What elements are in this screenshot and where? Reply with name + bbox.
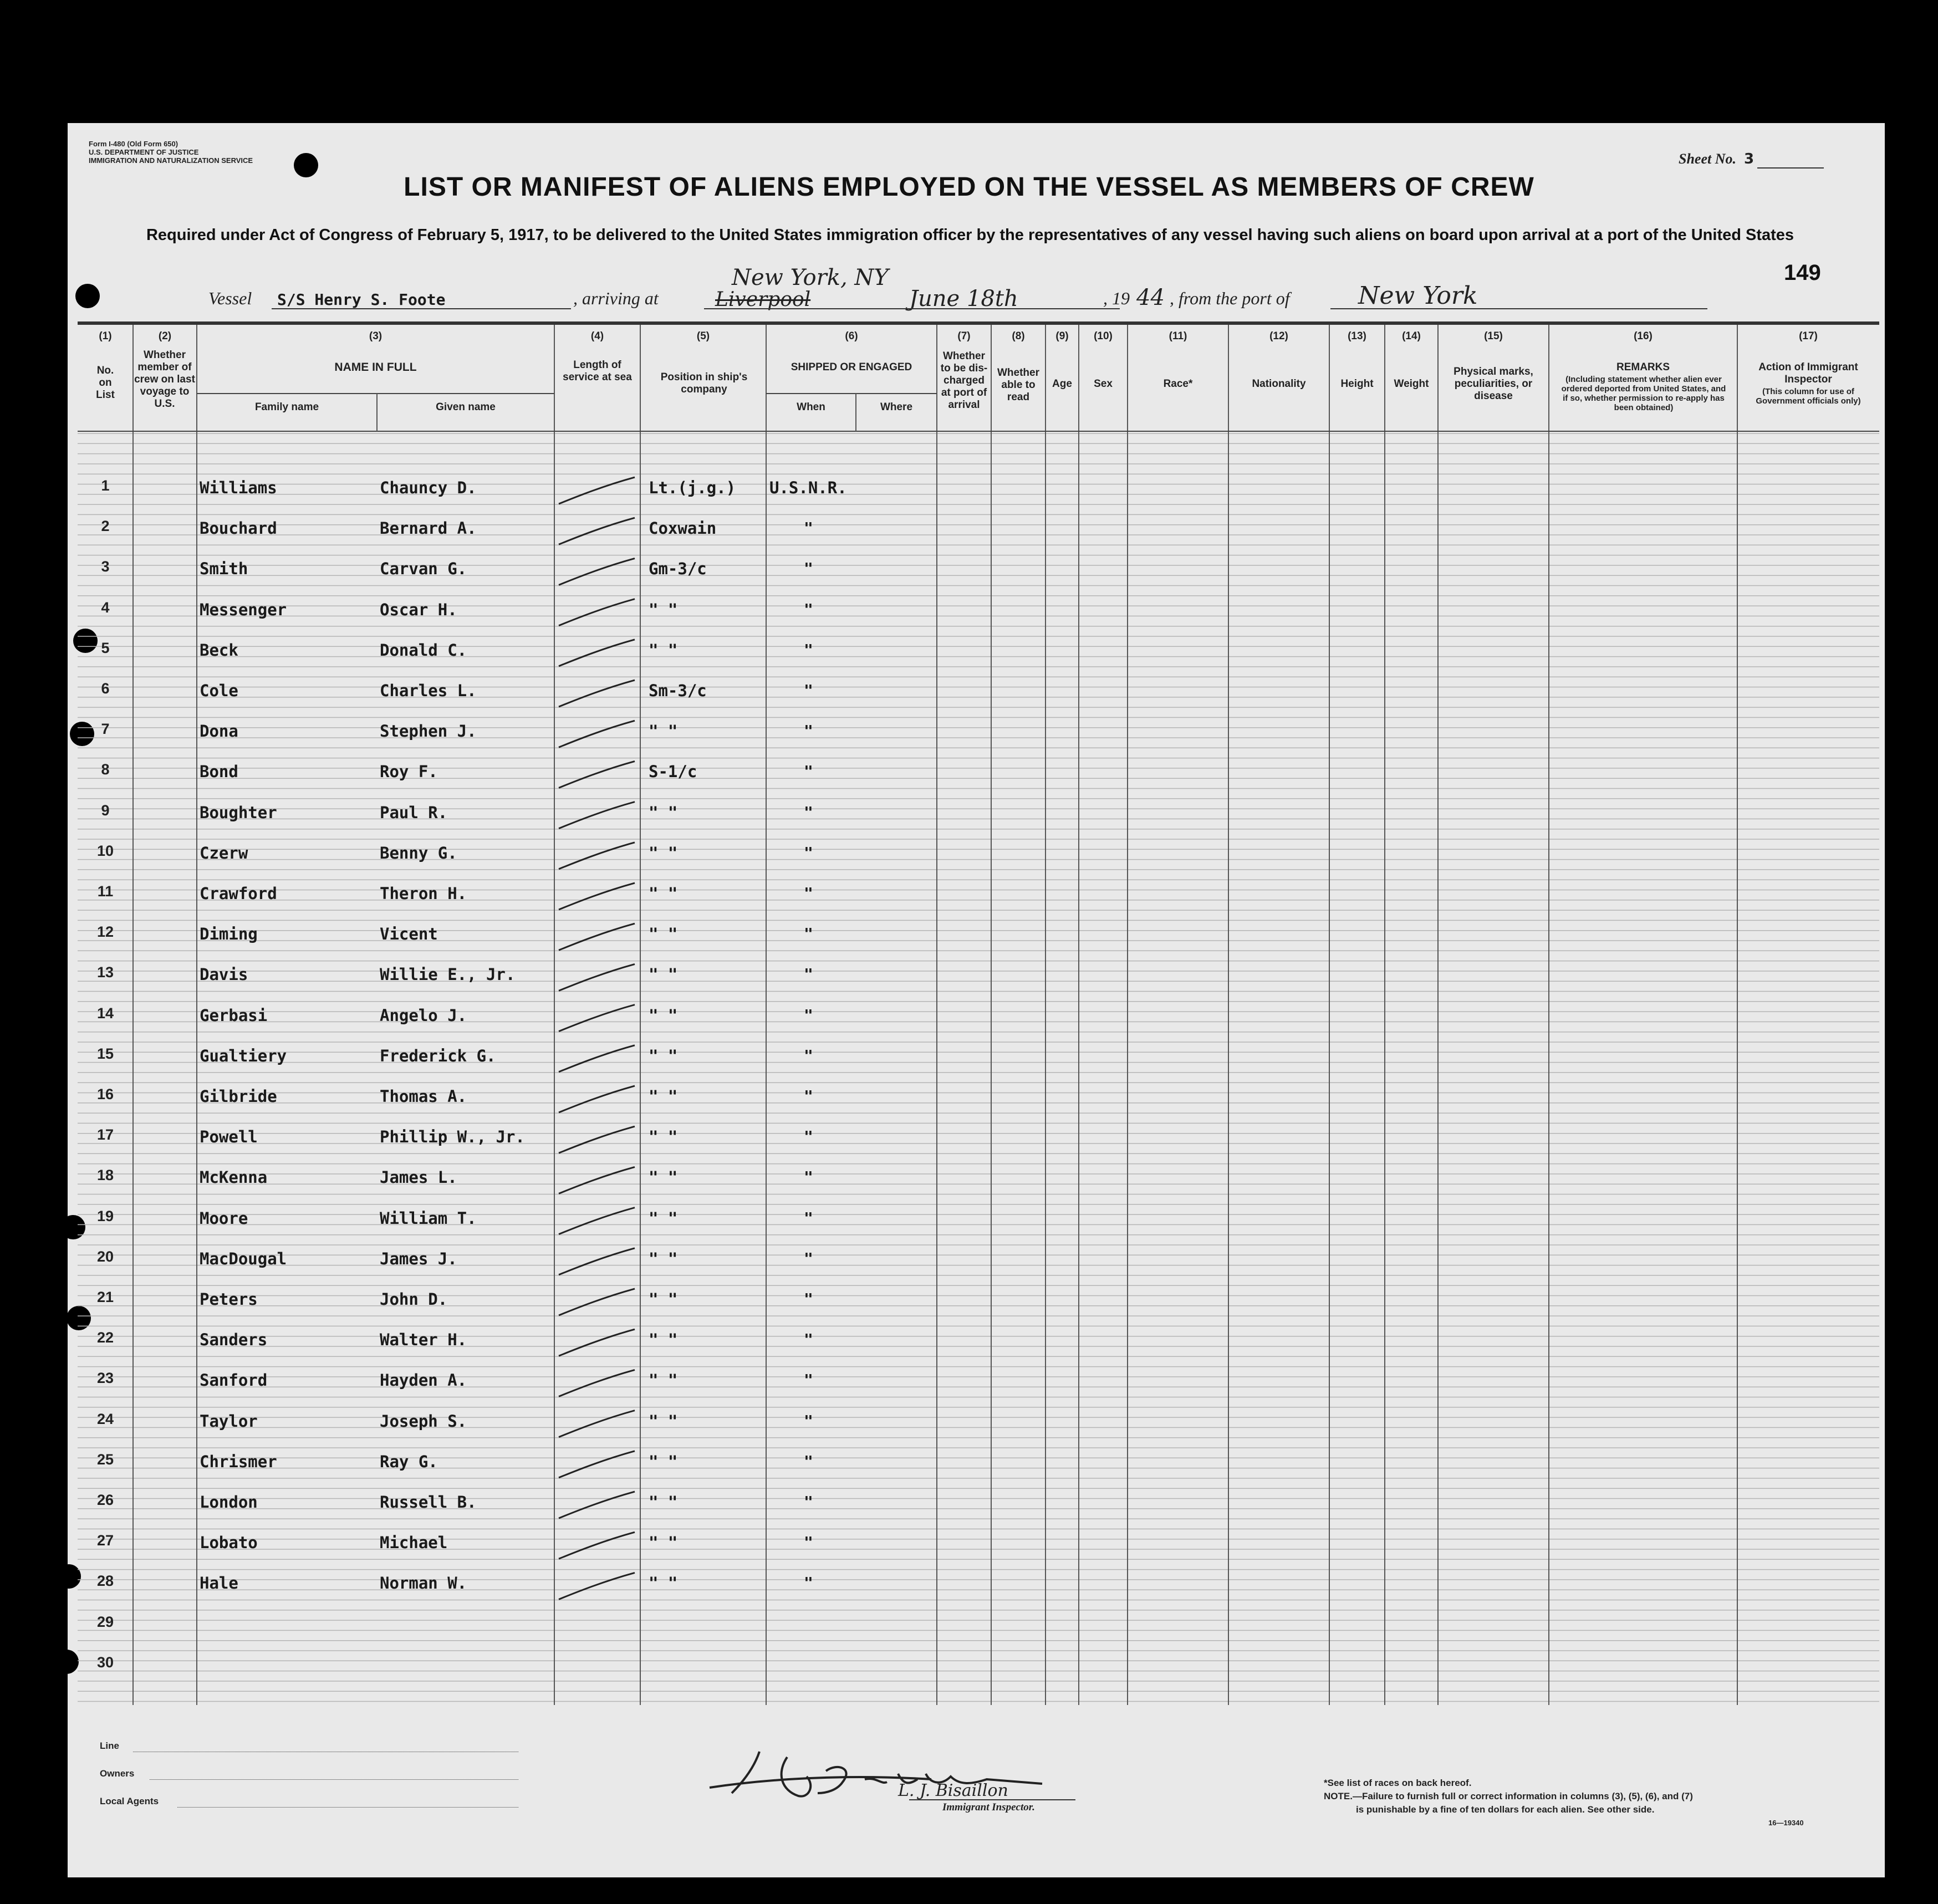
given-name-cell: Russell B. xyxy=(380,1493,477,1512)
row-number: 16 xyxy=(96,1086,114,1102)
family-name-cell: Beck xyxy=(200,640,238,660)
given-name-cell: Norman W. xyxy=(380,1574,467,1593)
position-cell: " " xyxy=(649,1005,678,1025)
shipped-when-cell: " xyxy=(804,681,813,700)
position-cell: " " xyxy=(649,1411,678,1431)
service-check-mark xyxy=(559,558,635,585)
position-cell: S-1/c xyxy=(649,762,697,782)
col-num-16: (16) xyxy=(1634,330,1653,342)
row-number: 20 xyxy=(96,1248,114,1265)
shipped-when-cell: " xyxy=(804,925,813,943)
col-num-2: (2) xyxy=(158,330,172,342)
col-num-5: (5) xyxy=(696,330,710,342)
shipped-when-cell: " xyxy=(804,559,813,578)
col-num-9: (9) xyxy=(1055,330,1069,342)
service-check-mark xyxy=(559,477,635,504)
header-able-read: Whether able to read xyxy=(997,367,1039,403)
family-name-cell: London xyxy=(200,1493,258,1512)
position-cell: " " xyxy=(649,1208,678,1228)
row-number: 18 xyxy=(96,1167,114,1184)
row-number: 6 xyxy=(101,680,110,697)
given-name-cell: Paul R. xyxy=(380,803,448,822)
header-where: Where xyxy=(880,401,913,413)
family-name-cell: Boughter xyxy=(200,803,277,822)
family-name-cell: Hale xyxy=(200,1574,238,1593)
position-cell: " " xyxy=(649,1493,678,1512)
header-action: Action of Immigrant Inspector xyxy=(1758,361,1858,385)
row-number: 7 xyxy=(101,721,110,738)
position-cell: " " xyxy=(649,1046,678,1065)
row-number: 27 xyxy=(96,1532,114,1549)
from-port: New York xyxy=(1358,282,1478,310)
family-name-cell: Chrismer xyxy=(200,1452,277,1471)
given-name-cell: Bernard A. xyxy=(380,519,477,538)
row-number: 12 xyxy=(96,923,114,941)
from-label: , from the port of xyxy=(1170,288,1290,308)
arriving-port-struck: Liverpool xyxy=(715,288,811,311)
service-check-mark xyxy=(559,964,635,991)
service-check-mark xyxy=(559,1086,635,1112)
col-num-6: (6) xyxy=(845,330,858,342)
header-nationality: Nationality xyxy=(1252,378,1306,390)
col-num-1: (1) xyxy=(99,330,112,342)
shipped-when-cell: " xyxy=(804,965,813,984)
given-name-cell: Chauncy D. xyxy=(380,478,477,497)
given-name-cell: Michael xyxy=(380,1533,448,1553)
header-race: Race* xyxy=(1163,378,1193,390)
header-given-name: Given name xyxy=(436,401,496,413)
given-name-cell: William T. xyxy=(380,1208,477,1228)
given-name-cell: Walter H. xyxy=(380,1330,467,1350)
arriving-port: New York, NY xyxy=(732,265,889,290)
position-cell: " " xyxy=(649,1533,678,1553)
service-check-mark xyxy=(559,1492,635,1518)
header-shipped-engaged: SHIPPED OR ENGAGED xyxy=(790,361,912,373)
given-name-cell: John D. xyxy=(380,1290,448,1309)
family-name-cell: MacDougal xyxy=(200,1249,287,1268)
service-check-mark xyxy=(559,640,635,666)
family-name-cell: Bouchard xyxy=(200,519,277,538)
row-number: 11 xyxy=(97,883,114,900)
given-name-cell: Willie E., Jr. xyxy=(380,965,516,984)
vessel-label: Vessel xyxy=(208,288,252,308)
family-name-cell: Gerbasi xyxy=(200,1005,268,1025)
row-number: 17 xyxy=(96,1126,114,1144)
family-name-cell: Gilbride xyxy=(200,1087,277,1106)
shipped-when-cell: " xyxy=(804,1290,813,1308)
position-cell: Lt.(j.g.) xyxy=(649,478,736,497)
header-name-in-full: NAME IN FULL xyxy=(334,361,417,374)
given-name-cell: Ray G. xyxy=(380,1452,438,1471)
given-name-cell: Frederick G. xyxy=(380,1046,496,1065)
service-check-mark xyxy=(559,599,635,626)
service-check-mark xyxy=(559,1573,635,1599)
row-number: 4 xyxy=(101,599,110,616)
service-check-mark xyxy=(559,1451,635,1478)
family-name-cell: Moore xyxy=(200,1208,248,1228)
family-name-cell: McKenna xyxy=(200,1168,268,1187)
family-name-cell: Lobato xyxy=(200,1533,258,1553)
shipped-when-cell: " xyxy=(804,884,813,902)
family-name-cell: Cole xyxy=(200,681,238,700)
col-num-14: (14) xyxy=(1402,330,1421,342)
col-num-10: (10) xyxy=(1094,330,1113,342)
shipped-when-cell: " xyxy=(804,1046,813,1065)
row-number: 23 xyxy=(96,1370,114,1387)
table-grid xyxy=(78,325,1879,1705)
shipped-when-cell: " xyxy=(804,1005,813,1024)
position-cell: " " xyxy=(649,884,678,903)
given-name-cell: Theron H. xyxy=(380,884,467,903)
service-check-mark xyxy=(559,1167,635,1193)
row-number: 22 xyxy=(96,1329,114,1346)
row-number: 10 xyxy=(96,842,114,859)
row-number: 21 xyxy=(96,1289,114,1305)
col-num-11: (11) xyxy=(1169,330,1187,342)
service-check-mark xyxy=(559,1005,635,1032)
service-check-mark xyxy=(559,1329,635,1356)
service-check-mark xyxy=(559,1045,635,1072)
service-check-mark xyxy=(559,843,635,869)
given-name-cell: Hayden A. xyxy=(380,1371,467,1390)
local-agents-label: Local Agents xyxy=(100,1796,159,1806)
col-num-13: (13) xyxy=(1348,330,1366,342)
position-cell: Sm-3/c xyxy=(649,681,707,700)
shipped-when-cell: " xyxy=(804,843,813,862)
family-name-cell: Czerw xyxy=(200,843,248,862)
page-subtitle: Required under Act of Congress of February 5, 1917, to be delivered to the United States immigration officer by the representatives of any vessel having such aliens on board upon arrival at a port of the United States xyxy=(146,226,1794,244)
form-number: Form I-480 (Old Form 650) xyxy=(89,140,178,148)
position-cell: Coxwain xyxy=(649,519,717,538)
service-check-mark xyxy=(559,761,635,788)
row-number: 24 xyxy=(96,1410,114,1427)
header-discharged: Whether to be dis-charged at port of arrival xyxy=(940,350,988,411)
given-name-cell: Thomas A. xyxy=(380,1087,467,1106)
position-cell: " " xyxy=(649,925,678,944)
header-position: Position in ship's company xyxy=(660,371,748,395)
service-check-mark xyxy=(559,1411,635,1437)
position-cell: " " xyxy=(649,1574,678,1593)
shipped-when-cell: " xyxy=(804,762,813,781)
row-number: 5 xyxy=(101,639,110,656)
page-title: LIST OR MANIFEST OF ALIENS EMPLOYED ON THE VESSEL AS MEMBERS OF CREW xyxy=(404,172,1534,202)
given-name-cell: Roy F. xyxy=(380,762,438,782)
col-num-8: (8) xyxy=(1012,330,1025,342)
service-check-mark xyxy=(559,923,635,950)
col-num-3: (3) xyxy=(369,330,382,342)
service-check-mark xyxy=(559,1208,635,1234)
family-name-cell: Dona xyxy=(200,722,238,741)
sheet-value: 3 xyxy=(1744,151,1755,167)
given-name-cell: Phillip W., Jr. xyxy=(380,1127,525,1147)
header-height: Height xyxy=(1340,378,1374,390)
header-remarks: REMARKS xyxy=(1616,361,1670,373)
col-num-4: (4) xyxy=(590,330,604,342)
position-cell: " " xyxy=(649,1452,678,1471)
family-name-cell: Crawford xyxy=(200,884,277,903)
penalty-note-cont: is punishable by a fine of ten dollars for each alien. See other side. xyxy=(1356,1804,1655,1815)
sheet-label: Sheet No. xyxy=(1679,151,1736,167)
inspector-label: Immigrant Inspector. xyxy=(942,1801,1035,1813)
service-check-mark xyxy=(559,802,635,829)
position-cell: " " xyxy=(649,965,678,984)
shipped-when-cell: " xyxy=(804,1330,813,1349)
position-cell: " " xyxy=(649,1330,678,1350)
col-num-12: (12) xyxy=(1269,330,1288,342)
form-code: 16—19340 xyxy=(1768,1819,1804,1827)
penalty-note: NOTE.—Failure to furnish full or correct information in columns (3), (5), (6), and (7) xyxy=(1324,1791,1693,1801)
department: U.S. DEPARTMENT OF JUSTICE xyxy=(89,148,199,156)
shipped-when-cell: " xyxy=(804,1411,813,1430)
form-identifier xyxy=(89,140,288,165)
family-name-cell: Sanders xyxy=(200,1330,268,1350)
family-name-cell: Messenger xyxy=(200,600,287,619)
header-length-service: Length of service at sea xyxy=(563,359,632,383)
shipped-when-cell: " xyxy=(804,1533,813,1552)
family-name-cell: Diming xyxy=(200,925,258,944)
family-name-cell: Smith xyxy=(200,559,248,579)
family-name-cell: Williams xyxy=(200,478,277,497)
owners-label: Owners xyxy=(100,1768,135,1779)
header-age: Age xyxy=(1052,378,1072,390)
header-action-note: (This column for use of Government officials only) xyxy=(1756,387,1861,406)
signature-name: L. J. Bisaillon xyxy=(898,1781,1008,1800)
given-name-cell: James J. xyxy=(380,1249,457,1268)
arriving-label: , arriving at xyxy=(573,288,659,308)
arrival-year: 44 xyxy=(1136,285,1165,310)
position-cell: " " xyxy=(649,1249,678,1268)
header-sex: Sex xyxy=(1094,378,1113,390)
row-number: 19 xyxy=(96,1207,114,1224)
position-cell: " " xyxy=(649,722,678,741)
shipped-when-cell: " xyxy=(804,1493,813,1511)
shipped-when-cell: U.S.N.R. xyxy=(769,478,847,497)
row-number: 30 xyxy=(96,1653,114,1671)
given-name-cell: Stephen J. xyxy=(380,722,477,741)
row-number: 8 xyxy=(101,761,110,778)
row-number: 25 xyxy=(96,1451,114,1468)
year-prefix: , 19 xyxy=(1103,288,1130,308)
row-number: 1 xyxy=(101,477,110,494)
service-check-mark xyxy=(559,1370,635,1396)
given-name-cell: James L. xyxy=(380,1168,457,1187)
col-num-15: (15) xyxy=(1484,330,1503,342)
family-name-cell: Powell xyxy=(200,1127,258,1147)
service-check-mark xyxy=(559,1532,635,1559)
sheet-number xyxy=(1679,151,1754,167)
shipped-when-cell: " xyxy=(804,1574,813,1592)
service-check-mark xyxy=(559,721,635,747)
service-check-mark xyxy=(559,1126,635,1153)
service-check-mark xyxy=(559,518,635,544)
shipped-when-cell: " xyxy=(804,640,813,659)
row-number: 14 xyxy=(96,1004,114,1022)
row-number: 3 xyxy=(101,558,110,575)
arrival-date: June 18th xyxy=(909,286,1018,312)
header-physical-marks: Physical marks, peculiarities, or disease xyxy=(1454,366,1533,402)
position-cell: " " xyxy=(649,1087,678,1106)
header-no-on-list: No. on List xyxy=(96,365,115,401)
service-check-mark xyxy=(559,1289,635,1315)
shipped-when-cell: " xyxy=(804,600,813,619)
family-name-cell: Gualtiery xyxy=(200,1046,287,1065)
service-check-mark xyxy=(559,1248,635,1275)
vessel-name: S/S Henry S. Foote xyxy=(277,290,446,309)
crew-table xyxy=(78,325,1879,1705)
service-check-mark xyxy=(559,883,635,910)
shipped-when-cell: " xyxy=(804,1168,813,1187)
punch-hole xyxy=(54,1650,79,1674)
given-name-cell: Benny G. xyxy=(380,843,457,862)
given-name-cell: Joseph S. xyxy=(380,1411,467,1431)
shipped-when-cell: " xyxy=(804,1208,813,1227)
family-name-cell: Sanford xyxy=(200,1371,268,1390)
position-cell: " " xyxy=(649,803,678,822)
row-number: 29 xyxy=(96,1613,114,1630)
position-cell: " " xyxy=(649,1168,678,1187)
row-number: 26 xyxy=(96,1492,114,1508)
service: IMMIGRATION AND NATURALIZATION SERVICE xyxy=(89,156,253,165)
given-name-cell: Oscar H. xyxy=(380,600,457,619)
col-num-7: (7) xyxy=(957,330,971,342)
position-cell: " " xyxy=(649,1290,678,1309)
row-number: 9 xyxy=(101,802,110,819)
shipped-when-cell: " xyxy=(804,1371,813,1390)
family-name-cell: Bond xyxy=(200,762,238,782)
family-name-cell: Taylor xyxy=(200,1411,258,1431)
header-whether-member: Whether member of crew on last voyage to U.S. xyxy=(134,349,195,410)
header-family-name: Family name xyxy=(254,401,319,413)
shipped-when-cell: " xyxy=(804,1452,813,1471)
position-cell: " " xyxy=(649,640,678,660)
position-cell: " " xyxy=(649,600,678,619)
row-number: 28 xyxy=(96,1573,114,1590)
position-cell: Gm-3/c xyxy=(649,559,707,579)
header-remarks-note: (Including statement whether alien ever ordered deported from United States, and if so, whether permission to re-apply has been obtained) xyxy=(1561,375,1726,412)
row-number: 13 xyxy=(96,964,114,981)
position-cell: " " xyxy=(649,1371,678,1390)
races-note: *See list of races on back hereof. xyxy=(1324,1778,1472,1788)
given-name-cell: Angelo J. xyxy=(380,1005,467,1025)
shipped-when-cell: " xyxy=(804,722,813,741)
page-number: 149 xyxy=(1784,261,1821,285)
col-num-17: (17) xyxy=(1799,330,1818,342)
header-weight: Weight xyxy=(1394,378,1429,390)
punch-hole xyxy=(75,284,100,308)
row-number: 15 xyxy=(96,1045,114,1062)
given-name-cell: Carvan G. xyxy=(380,559,467,579)
position-cell: " " xyxy=(649,1127,678,1147)
line-label: Line xyxy=(100,1740,119,1751)
shipped-when-cell: " xyxy=(804,519,813,538)
given-name-cell: Donald C. xyxy=(380,640,467,660)
given-name-cell: Vicent xyxy=(380,925,438,944)
service-check-mark xyxy=(559,680,635,707)
row-number: 2 xyxy=(101,518,110,535)
shipped-when-cell: " xyxy=(804,1249,813,1268)
shipped-when-cell: " xyxy=(804,1127,813,1146)
position-cell: " " xyxy=(649,843,678,862)
given-name-cell: Charles L. xyxy=(380,681,477,700)
shipped-when-cell: " xyxy=(804,1087,813,1105)
shipped-when-cell: " xyxy=(804,803,813,821)
family-name-cell: Davis xyxy=(200,965,248,984)
family-name-cell: Peters xyxy=(200,1290,258,1309)
header-when: When xyxy=(797,401,825,413)
inspector-signature xyxy=(698,1740,1087,1807)
